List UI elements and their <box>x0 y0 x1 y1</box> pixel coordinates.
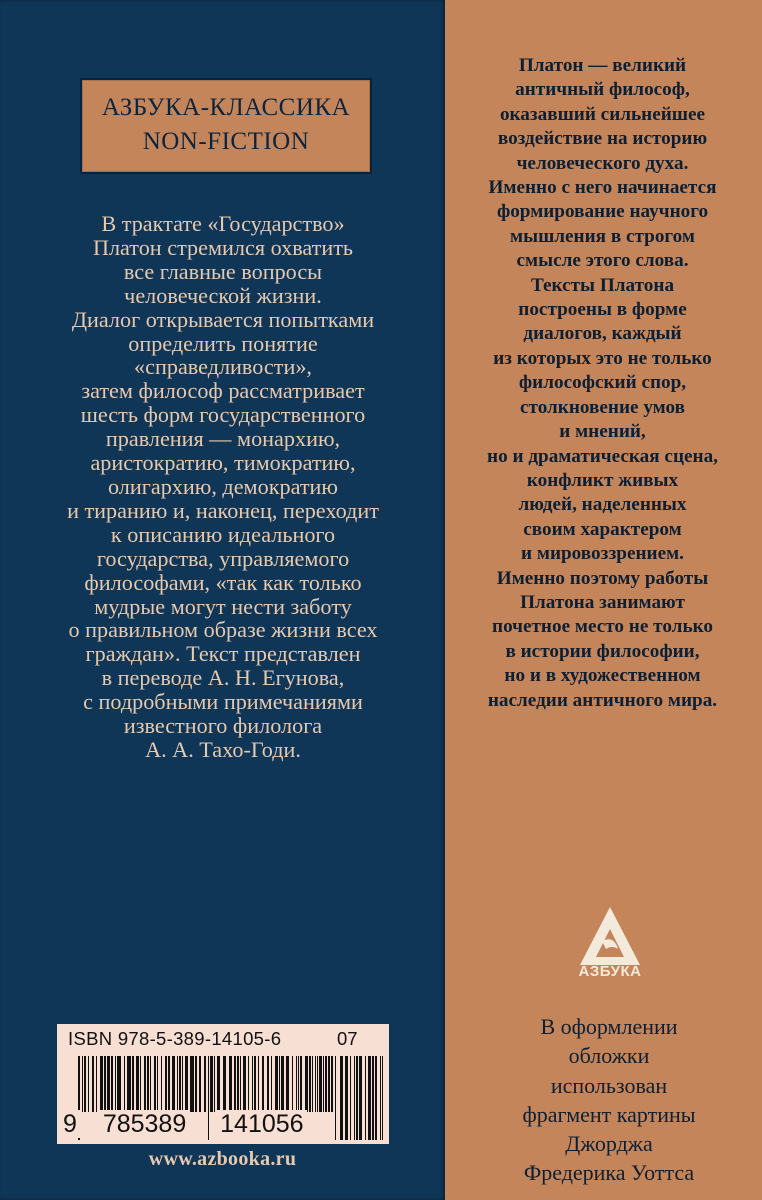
annotation-line: античный философ, <box>515 79 690 101</box>
annotation-line: и тиранию и, наконец, переходит <box>67 497 379 523</box>
annotation-line: аристократию, тимократию, <box>90 450 356 476</box>
annotation-line: философами, «так как только <box>84 569 362 595</box>
annotation-line: все главные вопросы <box>123 258 323 284</box>
annotation-line: в переводе А. Н. Егунова, <box>101 665 345 691</box>
annotation-line: «справедливости», <box>134 354 312 380</box>
annotation-line: из которых это не только <box>493 347 712 369</box>
annotation-line: олигархию, демократию <box>108 473 338 499</box>
credit-line: использован <box>550 1072 668 1098</box>
annotation-line: и мировоззрением. <box>521 543 684 565</box>
credit-line: фрагмент картины <box>522 1101 696 1127</box>
annotation-line: оказавший сильнейшее <box>499 103 706 125</box>
isbn-addon-label: 07 <box>337 1028 358 1049</box>
annotation-line: философский спор, <box>518 372 687 394</box>
annotation-line: В трактате «Государство» <box>101 211 345 236</box>
publisher-logo-label: АЗБУКА <box>578 963 642 980</box>
annotation-line: своим характером <box>523 518 682 540</box>
annotation-line: правления — монархию, <box>105 426 341 452</box>
annotation-line: Платона занимают <box>520 591 685 613</box>
annotation-line: наследии античного мира. <box>487 689 718 711</box>
annotation-line: мудрые могут нести заботу <box>94 593 352 619</box>
annotation-line: столкновение умов <box>520 396 685 418</box>
annotation-line: диалогов, каждый <box>523 323 682 345</box>
barcode-digit-group2: 141056 <box>217 1110 306 1138</box>
cover-credit <box>480 1012 738 1188</box>
annotation-line: А. А. Тахо-Годи. <box>145 736 301 762</box>
annotation-line: Платон — великий <box>518 55 687 76</box>
annotation-right <box>460 54 745 713</box>
series-name: АЗБУКА-КЛАССИКА <box>101 94 351 121</box>
annotation-line: мышления в строгом <box>510 225 695 247</box>
annotation-line: людей, наделенных <box>518 494 687 516</box>
annotation-line: с подробными примечаниями <box>83 689 363 715</box>
annotation-line: человеческого духа. <box>516 152 689 174</box>
barcode-addon-bars <box>340 1056 384 1140</box>
annotation-line: формирование научного <box>496 201 709 223</box>
annotation-line: воздействие на историю <box>497 128 708 150</box>
annotation-line: государства, управляемого <box>96 545 350 571</box>
annotation-line: Диалог открывается попытками <box>71 306 375 332</box>
series-subtitle: NON-FICTION <box>142 128 310 155</box>
credit-line: В оформлении <box>540 1014 678 1039</box>
annotation-line: Именно поэтому работы <box>496 567 709 589</box>
credit-line: Джорджа <box>565 1131 653 1157</box>
annotation-line: человеческой жизни. <box>124 282 322 308</box>
annotation-line: Именно с него начинается <box>488 177 717 199</box>
barcode-digit-first: 9 <box>60 1110 80 1138</box>
annotation-line: о правильном образе жизни всех <box>68 617 378 643</box>
annotation-line: к описанию идеального <box>110 521 336 547</box>
series-label-box <box>80 78 372 174</box>
annotation-line: но и в художественном <box>504 665 701 687</box>
annotation-line: граждан». Текст представлен <box>85 641 361 667</box>
annotation-line: шесть форм государственного <box>80 402 366 428</box>
credit-line: Фредерика Уоттса <box>523 1160 695 1186</box>
annotation-line: Тексты Платона <box>530 274 675 296</box>
annotation-line: затем философ рассматривает <box>81 378 365 404</box>
annotation-line: почетное место не только <box>492 616 713 638</box>
credit-line: обложки <box>568 1043 650 1069</box>
annotation-line: в истории философии, <box>505 640 700 662</box>
annotation-left <box>48 212 398 762</box>
annotation-line: Платон стремился охватить <box>92 234 354 260</box>
isbn-label: ISBN 978-5-389-14105-6 <box>68 1028 282 1049</box>
barcode-digits <box>60 1110 307 1142</box>
annotation-line: смысле этого слова. <box>516 250 689 272</box>
annotation-line: конфликт живых <box>526 469 679 491</box>
annotation-line: и мнений, <box>559 421 646 443</box>
annotation-line: построены в форме <box>518 299 687 321</box>
annotation-line: известного филолога <box>123 713 323 739</box>
barcode-digit-group1: 785389 <box>100 1110 189 1138</box>
annotation-line: но и драматическая сцена, <box>487 445 718 467</box>
annotation-line: определить понятие <box>128 330 318 356</box>
website-link[interactable]: www.azbooka.ru <box>148 1148 297 1170</box>
